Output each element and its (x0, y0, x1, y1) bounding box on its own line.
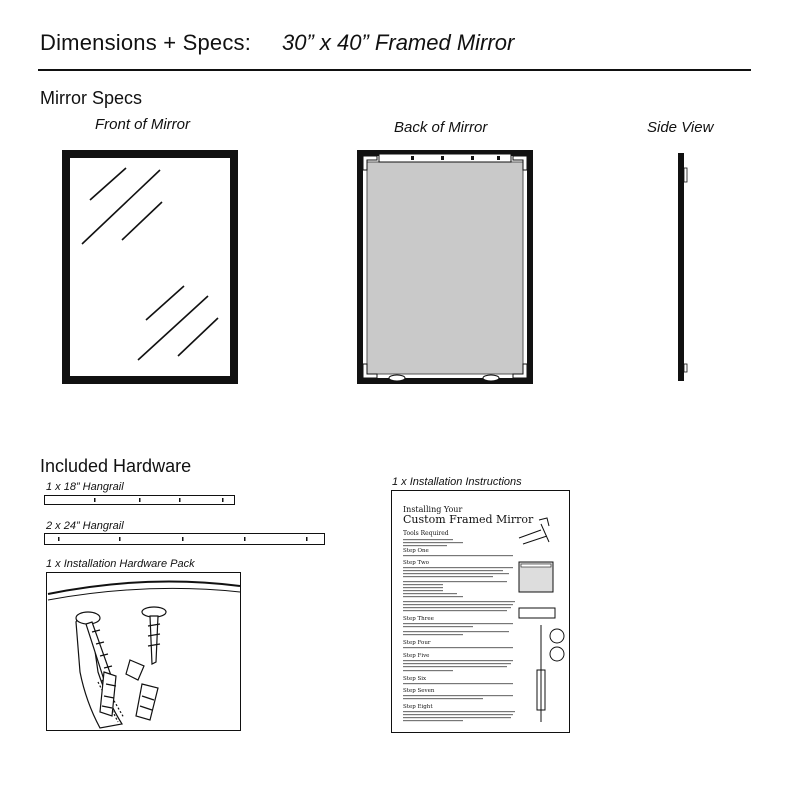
hangrail-24-label: 2 x 24” Hangrail (46, 520, 124, 532)
product-title: 30” x 40” Framed Mirror (282, 30, 515, 55)
side-profile (678, 153, 684, 381)
doc-step-8: Step Eight (403, 704, 433, 710)
header-divider (38, 69, 751, 71)
doc-step-4: Step Four (403, 640, 431, 646)
front-view-label: Front of Mirror (95, 116, 191, 133)
instructions-label: 1 x Installation Instructions (392, 476, 522, 488)
doc-hangrail-illustration (519, 608, 555, 618)
side-view-label: Side View (647, 119, 714, 136)
doc-step-2: Step Two (403, 560, 429, 566)
doc-step-5: Step Five (403, 653, 430, 659)
mirror-specs-heading: Mirror Specs (40, 88, 143, 108)
doc-heading-line1: Installing Your (403, 505, 463, 514)
side-bumper (684, 364, 687, 372)
hangrail-18-label: 1 x 18” Hangrail (46, 481, 124, 493)
page-title: Dimensions + Specs: (40, 30, 252, 55)
side-hangrail (684, 168, 687, 182)
back-mirror-drawing (357, 150, 533, 384)
front-mirror-frame (66, 154, 234, 380)
front-mirror-drawing (62, 150, 238, 384)
included-hardware-heading: Included Hardware (40, 456, 192, 476)
hangrail-24-drawing (44, 533, 326, 547)
hangrail-18-drawing (44, 495, 236, 507)
doc-step-3: Step Three (403, 616, 434, 622)
instructions-document (391, 490, 571, 734)
doc-heading-line2: Custom Framed Mirror (403, 513, 534, 526)
doc-tools: Tools Required (403, 530, 449, 537)
doc-step-1: Step One (403, 548, 429, 554)
hardware-pack-label: 1 x Installation Hardware Pack (46, 558, 195, 570)
doc-step-6: Step Six (403, 676, 427, 682)
back-mirror-backing (367, 162, 523, 374)
doc-step-7: Step Seven (403, 688, 435, 694)
top-hangrail (379, 154, 511, 162)
hardware-pack-drawing (46, 572, 242, 732)
back-view-label: Back of Mirror (394, 119, 488, 136)
side-view-drawing (674, 150, 694, 384)
